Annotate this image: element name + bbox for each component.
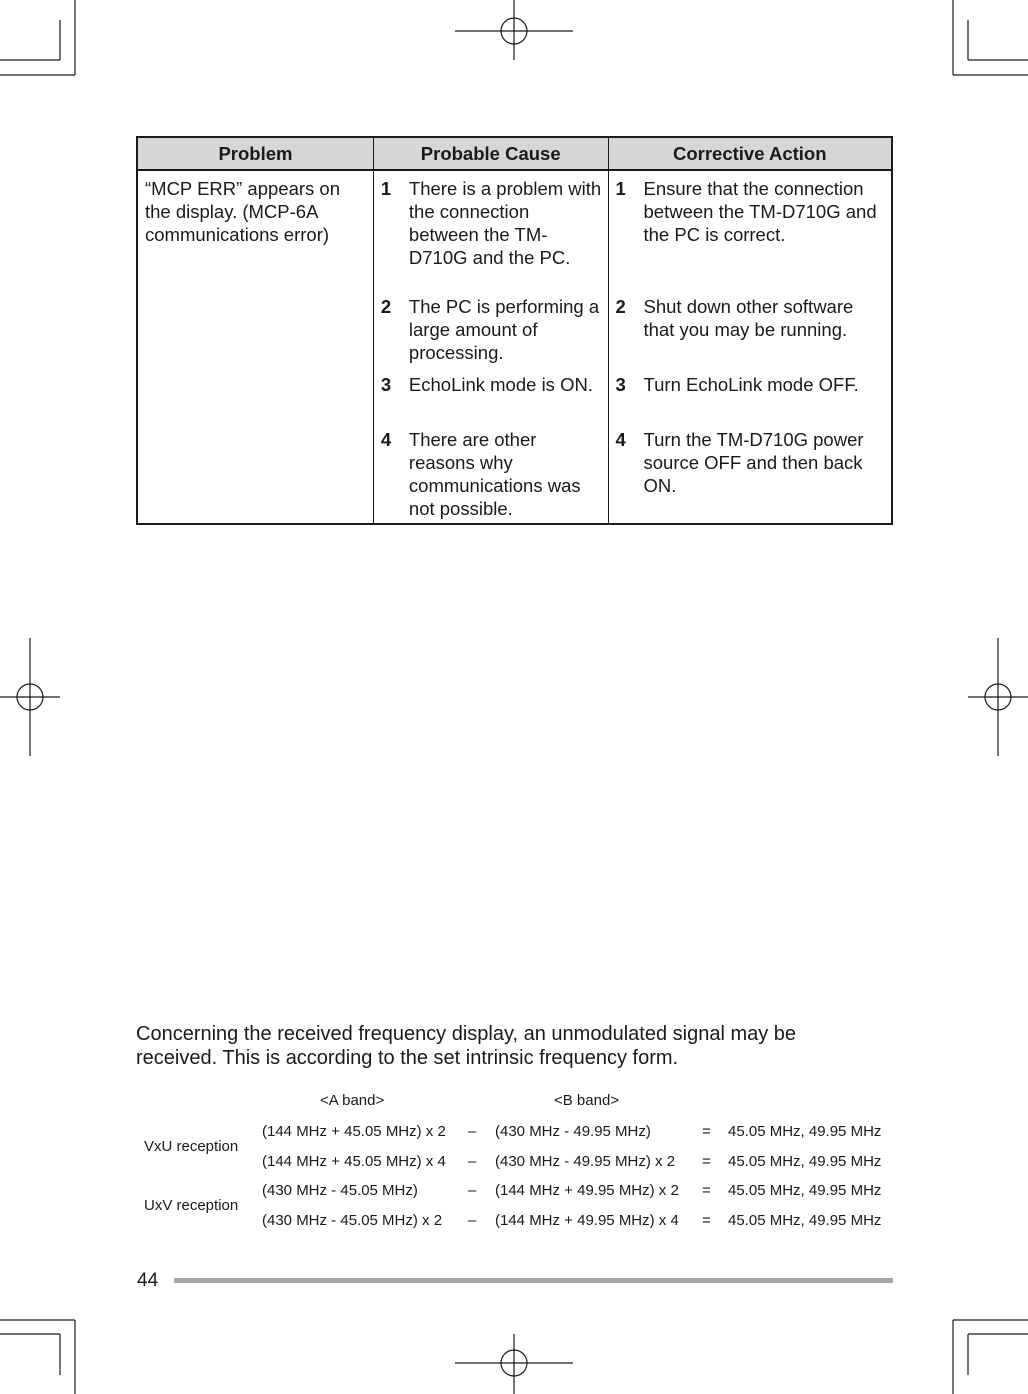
cause-item [381, 295, 602, 373]
step-number: 4 [380, 429, 392, 450]
minus-sign: – [468, 1153, 477, 1170]
cause-item [381, 428, 602, 520]
step-text: There is a problem with the connection between the TM-D710G and the PC. [408, 178, 602, 268]
vxu-reception-label: VxU reception [144, 1138, 239, 1155]
result-value: 45.05 MHz, 49.95 MHz [728, 1182, 882, 1199]
minus-sign: – [468, 1212, 477, 1229]
action-item [616, 428, 886, 520]
step-number: 2 [615, 296, 626, 317]
uxv-reception-label: UxV reception [144, 1197, 239, 1214]
b-band-expression: (144 MHz + 49.95 MHz) x 2 [495, 1182, 679, 1199]
result-value: 45.05 MHz, 49.95 MHz [728, 1153, 882, 1170]
b-band-expression: (430 MHz - 49.95 MHz) x 2 [495, 1153, 676, 1170]
result-value: 45.05 MHz, 49.95 MHz [728, 1123, 882, 1140]
action-cell [608, 170, 892, 524]
problem-cell: “MCP ERR” appears on the display. (MCP-6A communications error) [137, 170, 373, 524]
b-band-expression: (144 MHz + 49.95 MHz) x 4 [495, 1212, 679, 1229]
b-band-header: <B band> [554, 1092, 620, 1109]
step-text: There are other reasons why communications was not possible. [408, 429, 581, 519]
page-number: 44 [137, 1270, 159, 1291]
cause-cell [373, 170, 608, 524]
table-header-row [137, 137, 892, 170]
header-probable-cause: Probable Cause [373, 137, 608, 170]
step-text: Turn the TM-D710G power source OFF and then back ON. [643, 429, 864, 496]
b-band-expression: (430 MHz - 49.95 MHz) [495, 1123, 651, 1140]
a-band-expression: (144 MHz + 45.05 MHz) x 4 [262, 1153, 446, 1170]
table-row [137, 170, 892, 524]
equals-sign: = [702, 1123, 711, 1140]
action-item [616, 295, 886, 373]
a-band-expression: (430 MHz - 45.05 MHz) [262, 1182, 418, 1199]
a-band-expression: (144 MHz + 45.05 MHz) x 2 [262, 1123, 446, 1140]
equals-sign: = [702, 1153, 711, 1170]
equals-sign: = [702, 1212, 711, 1229]
action-item [616, 373, 886, 428]
minus-sign: – [468, 1123, 477, 1140]
cause-item [381, 177, 602, 295]
step-text: Shut down other software that you may be running. [643, 296, 854, 340]
step-text: The PC is performing a large amount of processing. [408, 296, 600, 363]
step-number: 2 [380, 296, 392, 317]
step-text: Ensure that the connection between the TM-D710G and the PC is correct. [643, 178, 877, 245]
step-number: 3 [615, 374, 626, 395]
troubleshooting-table [136, 136, 893, 525]
result-value: 45.05 MHz, 49.95 MHz [728, 1212, 882, 1229]
a-band-expression: (430 MHz - 45.05 MHz) x 2 [262, 1212, 443, 1229]
footer-rule [174, 1278, 893, 1283]
action-item [616, 177, 886, 295]
frequency-note: Concerning the received frequency display, an unmodulated signal may be received. This is according to the set intrinsic frequency form. [136, 1023, 797, 1069]
step-text: Turn EchoLink mode OFF. [643, 374, 859, 395]
header-corrective-action: Corrective Action [608, 137, 892, 170]
cause-item [381, 373, 602, 428]
step-number: 4 [615, 429, 626, 450]
a-band-header: <A band> [320, 1092, 385, 1109]
step-number: 1 [380, 178, 392, 199]
step-text: EchoLink mode is ON. [408, 374, 593, 395]
header-problem: Problem [137, 137, 373, 170]
minus-sign: – [468, 1182, 477, 1199]
step-number: 3 [380, 374, 392, 395]
equals-sign: = [702, 1182, 711, 1199]
step-number: 1 [615, 178, 626, 199]
